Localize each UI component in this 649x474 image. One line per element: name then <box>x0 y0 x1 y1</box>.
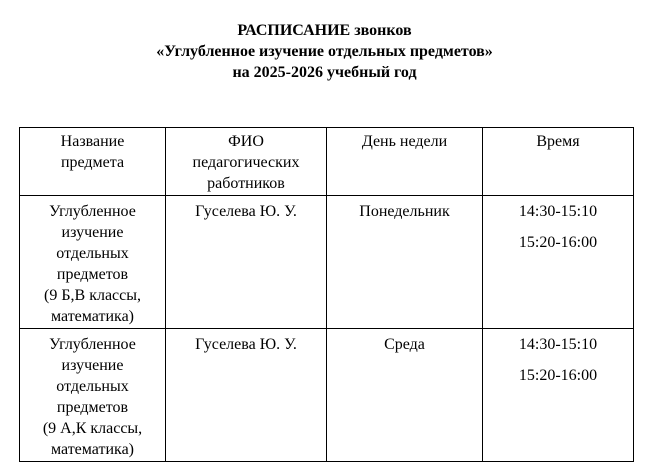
heading-title-rest: звонков <box>354 22 412 39</box>
subject-cell: Углубленное изучение отдельных предметов (9 Б,В классы, математика) <box>20 196 166 329</box>
time-cell <box>483 196 634 329</box>
column-header-day: День недели <box>327 128 483 196</box>
day-cell: Среда <box>327 329 483 462</box>
column-header-subject: Название предмета <box>20 128 166 196</box>
column-header-time: Время <box>483 128 634 196</box>
table-row <box>20 196 634 329</box>
table-header-row <box>20 128 634 196</box>
teacher-cell: Гуселева Ю. У. <box>166 329 327 462</box>
subject-cell: Углубленное изучение отдельных предметов (9 А,К классы, математика) <box>20 329 166 462</box>
time-slot: 14:30-15:10 <box>518 203 598 220</box>
document-heading <box>0 20 649 83</box>
time-slot: 15:20-16:00 <box>518 234 598 251</box>
heading-title-line <box>0 20 649 41</box>
time-slot: 15:20-16:00 <box>518 367 598 384</box>
time-cell <box>483 329 634 462</box>
heading-subtitle: «Углубленное изучение отдельных предметов» <box>156 43 493 60</box>
schedule-table <box>19 127 634 462</box>
heading-year: на 2025-2026 учебный год <box>232 64 417 81</box>
table-row <box>20 329 634 462</box>
time-slot: 14:30-15:10 <box>518 336 598 353</box>
teacher-cell: Гуселева Ю. У. <box>166 196 327 329</box>
day-cell: Понедельник <box>327 196 483 329</box>
column-header-teacher: ФИО педагогических работников <box>166 128 327 196</box>
heading-title-bold: РАСПИСАНИЕ <box>237 22 351 39</box>
